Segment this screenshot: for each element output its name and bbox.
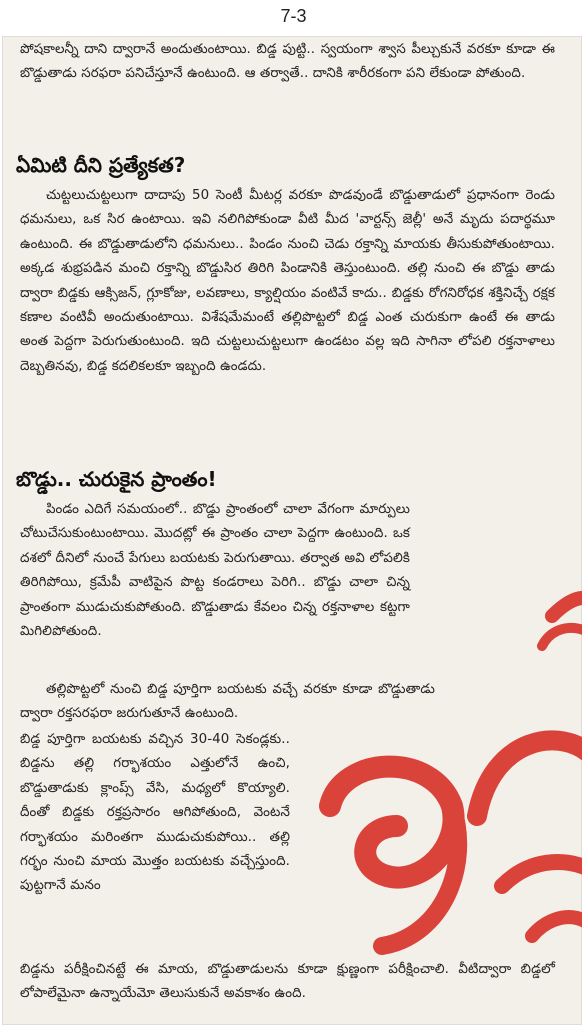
intro-text: పోషకాలన్నీ దాని ద్వారానే అందుతుంటాయి. బిడ్డ పుట్టి.. స్వయంగా శ్వాస పీల్చుకునే వరకూ కూడా ఈ బొడ్డుతాడు సరఫరా పనిచేస్తూనే ఉంటుంది. ఆ తర్వాతే.. దానికి శారీరకంగా పని లేకుండా పోతుంది. xyxy=(20,42,555,82)
active-region-text-3: బిడ్డ పూర్తిగా బయటకు వచ్చిన 30-40 సెకండ్లకు.. బిడ్డను తల్లి గర్భాశయం ఎత్తులోనే ఉంచి, బొడ్డుతాడుకు క్లాంప్స్ వేసి, మధ్యలో కొయ్యాలి. దీంతో బిడ్డకు రక్తప్రసారం ఆగిపోతుంది, వెంటనే గర్భాశయం మరింతగా ముడుచుకుపోయి.. తల్లి గర్భం నుంచి మాయ మొత్తం బయటకు వచ్చేస్తుంది. పుట్టగానే మనం xyxy=(20,732,290,894)
speciality-paragraph xyxy=(20,184,555,379)
active-region-text-1: పిండం ఎదిగే సమయంలో.. బొడ్డు ప్రాంతంలో చాలా వేగంగా మార్పులు చోటుచేసుకుంటుంటాయి. మొదట్లో ఈ ప్రాంతం చాలా పెద్దగా ఉంటుంది. ఒక దశలో దీనిలో నుంచే పేగులు బయటకు పెరుగుతాయి. తర్వాత అవి లోపలికి తిరిగిపోయి, క్రమేపీ వాటిపైన పొట్ట కండరాలు పెరిగి.. బొడ్డు చాలా చిన్న ప్రాంతంగా ముడుచుకుపోతుంది. బొడ్డుతాడు కేవలం చిన్న రక్తనాళాల కట్టగా మిగిలిపోతుంది. xyxy=(20,502,410,640)
active-region-paragraph-3 xyxy=(20,728,290,899)
active-region-paragraph-4 xyxy=(20,958,555,1007)
speciality-text: చుట్టలుచుట్టలుగా దాదాపు 50 సెంటీ మీటర్ల వరకూ పొడవుండే బొడ్డుతాడులో ప్రధానంగా రెండు ధమనులు, ఒక సిర ఉంటాయి. ఇవి నలిగిపోకుండా వీటి మీద 'వార్టన్స్ జెల్లీ' అనే మృదు పదార్థమూ ఉంటుంది. ఈ బొడ్డుతాడులోని ధమనులు.. పిండం నుంచి చెడు రక్తాన్ని మాయకు తీసుకుపోతుంటాయి. అక్కడ శుభ్రపడిన మంచి రక్తాన్ని బొడ్డుసిర తిరిగి పిండానికి తెస్తుంటుంది. తల్లి నుంచి ఈ బొడ్డు తాడు ద్వారా బిడ్డకు ఆక్సిజన్, గ్లూకోజు, లవణాలు, క్యాల్షియం వంటివే కాదు.. బిడ్డకు రోగనిరోధక శక్తినిచ్చే రక్షక కణాల వంటివీ అందుతుంటాయి. విశేషమేమంటే తల్లిపొట్టలో బిడ్డ ఎంత చురుకుగా ఉంటే ఈ తాడు అంత పెద్దగా పెరుగుతుంటుంది. ఇది చుట్టలుచుట్టలుగా ఉండటం వల్ల ఇది సాగినా లోపలి రక్తనాళాలు దెబ్బతినవు, బిడ్డ కదలికలకూ ఇబ్బంది ఉండదు. xyxy=(20,188,555,374)
active-region-text-4: బిడ్డను పరీక్షించినట్టే ఈ మాయ, బొడ్డుతాడులను కూడా క్షుణ్ణంగా పరీక్షించాలి. వీటిద్వారా బిడ్డలో లోపాలేమైనా ఉన్నాయేమో తెలుసుకునే అవకాశం ఉంది. xyxy=(20,962,555,1002)
active-region-text-2: తల్లిపొట్టలో నుంచి బిడ్డ పూర్తిగా బయటకు వచ్చే వరకూ కూడా బొడ్డుతాడు ద్వారా రక్తసరఫరా జరుగుతూనే ఉంటుంది. xyxy=(20,682,435,722)
page-number-label: 7-3 xyxy=(280,6,307,26)
section-heading-active-region: బొడ్డు.. చురుకైన ప్రాంతం! xyxy=(16,467,217,491)
active-region-paragraph-1 xyxy=(20,498,410,644)
section-heading-speciality: ఏమిటి దీని ప్రత్యేకత? xyxy=(16,153,186,177)
active-region-paragraph-2 xyxy=(20,678,435,727)
newspaper-clipping xyxy=(2,36,582,1025)
intro-paragraph xyxy=(20,38,555,87)
